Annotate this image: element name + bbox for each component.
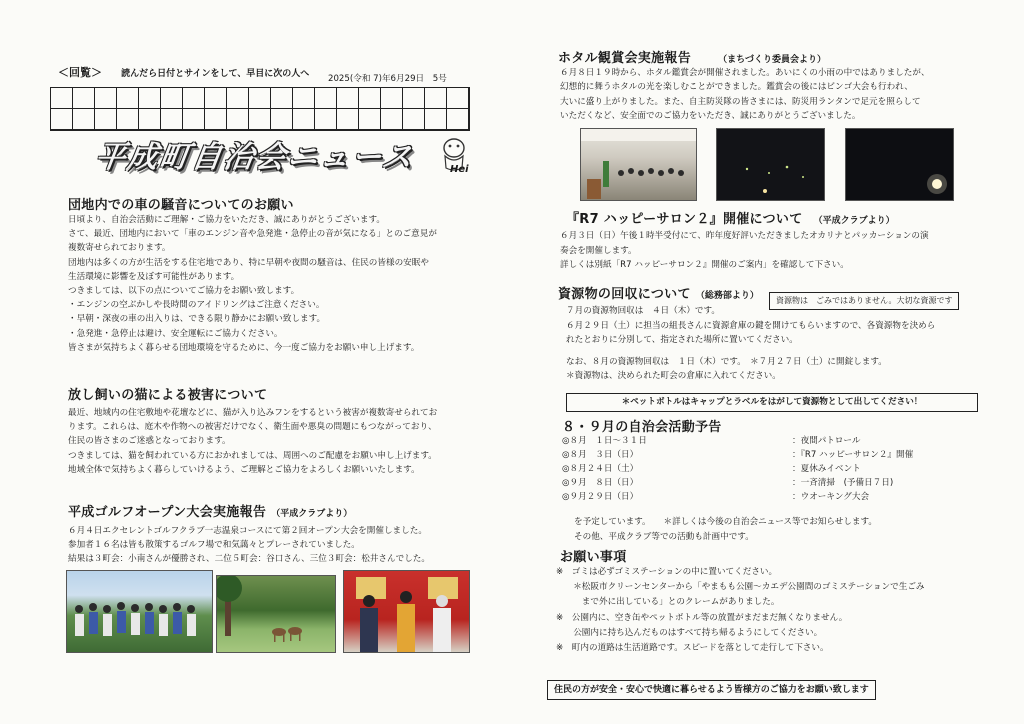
signature-cell[interactable] [161, 109, 183, 130]
recycle-body [566, 304, 935, 384]
bottle-notice: ＊ペットボトルはキャップとラベルをはがして資源物として出してください！ [566, 393, 978, 412]
firefly-night-photo-1 [716, 128, 825, 201]
signature-cell[interactable] [73, 88, 95, 109]
request-line: ※ ゴミは必ずゴミステーションの中に置いてください。 [556, 567, 778, 577]
signature-cell[interactable] [161, 88, 183, 109]
noise-body [68, 213, 437, 355]
salon-source: （平成クラブより） [813, 216, 895, 226]
noise-line: つきましては、以下の点についてご協力をお願い致します。 [68, 286, 300, 297]
schedule-date: ◎８月 ３日（日） [562, 450, 639, 460]
audience-icon [581, 129, 696, 200]
request-line: ＊松阪市クリーンセンターから「やまもも公園～カエデ公園間のゴミステーションで生ごみ [556, 582, 925, 593]
requests-body [556, 565, 925, 656]
noise-line: さて、最近、団地内において「車のエンジン音や急発進・急停止の音が気になる」とのご意見が [68, 229, 437, 240]
signature-cell[interactable] [139, 88, 161, 109]
firefly-body [560, 66, 930, 124]
cats-line: 地域全体で気持ちよく暮らしていけるよう、ご理解とご協力をよろしくお願いいたします。 [68, 464, 420, 475]
signature-cell[interactable] [293, 109, 315, 130]
schedule-other: その他、平成クラブ等での活動も計画中です。 [574, 532, 754, 542]
recycle-line: ＊資源物は、決められた町会の倉庫に入れてください。 [566, 371, 781, 382]
salon-heading-row [566, 208, 895, 227]
firefly-night-photo-2 [845, 128, 954, 201]
noise-line: ・早朝・深夜の車の出入りは、できる限り静かにお願い致します。 [68, 314, 326, 325]
circulation-label: ＜回覧＞ [58, 66, 102, 79]
signature-cell[interactable] [249, 88, 271, 109]
firefly-heading-row [558, 47, 826, 66]
mascot-logo [436, 134, 476, 180]
signature-cell[interactable] [227, 88, 249, 109]
signature-cell[interactable] [447, 109, 469, 130]
firefly-line: いただくなど、安全面でのご協力をいただき、誠にありがとうございました。 [560, 111, 861, 122]
signature-cell[interactable] [293, 88, 315, 109]
salon-line: 詳しくは別紙「R7 ハッピーサロン２』開催のご案内」を確認して下さい。 [560, 260, 849, 271]
signature-cell[interactable] [183, 88, 205, 109]
award-photo [343, 570, 470, 653]
recycle-source: （総務部より） [695, 291, 759, 301]
golf-line: ６月４日エクセレントゴルフクラブ一志温泉コースにて第２回オープン大会を開催しました。 [68, 526, 427, 536]
schedule-heading: ８・９月の自治会活動予告 [562, 420, 722, 435]
firefly-line: ６月８日１９時から、ホタル鑑賞会が開催されました。あいにくの小雨の中ではありましたが、 [560, 68, 930, 78]
noise-line: 複数寄せられております。 [68, 243, 171, 254]
signature-cell[interactable] [425, 88, 447, 109]
noise-line: ・急発進・急停止は避け、安全運転にご協力ください。 [68, 328, 283, 339]
noise-line: ・エンジンの空ぶかしや長時間のアイドリングはご注意ください。 [68, 300, 325, 311]
firefly-lights-icon [717, 129, 824, 200]
signature-cell[interactable] [403, 88, 425, 109]
schedule-item [562, 490, 942, 504]
salon-heading: 『R7 ハッピーサロン２』開催について [566, 212, 803, 227]
schedule-date: ◎８月 １日～３１日 [562, 436, 647, 446]
firefly-heading: ホタル観賞会実施報告 [558, 51, 692, 66]
recycle-note: 資源物は ごみではありません。大切な資源です [769, 292, 959, 310]
footer-message: 住民の方が安全・安心で快適に暮らせるよう皆様方のご協力をお願い致します [547, 680, 876, 700]
schedule-date: ◎９月２９日（日） [562, 492, 639, 502]
schedule-item [562, 462, 942, 476]
signature-cell[interactable] [315, 109, 337, 130]
cats-line: つきましては、猫を飼われている方におかれましては、周囲へのご配慮をお願い申し上げます。 [68, 450, 437, 461]
signature-cell[interactable] [337, 88, 359, 109]
firefly-source: （まちづくり委員会より） [718, 55, 827, 65]
signature-cell[interactable] [183, 109, 205, 130]
signature-cell[interactable] [117, 88, 139, 109]
deer-icon [217, 576, 335, 652]
schedule-event: ：夜間パトロール [792, 436, 861, 446]
golfers-icon [67, 571, 212, 652]
salon-line: 奏会を開催します。 [560, 245, 637, 256]
signature-cell[interactable] [117, 109, 139, 130]
cats-line: 最近、地域内の住宅敷地や花壇などに、猫が入り込みフンをするという被害が複数寄せられてお [68, 408, 438, 418]
signature-cell[interactable] [95, 88, 117, 109]
request-line: ※ 公園内に、空き缶やペットボトル等の放置がまだまだ無くなりません。 [556, 612, 848, 623]
golf-line: 結果は３町会：小南さんが優勝され、二位５町会：谷口さん、三位３町会：松井さんでした。 [68, 554, 430, 565]
lantern-icon [846, 129, 953, 200]
signature-cell[interactable] [403, 109, 425, 130]
signature-cell[interactable] [337, 109, 359, 130]
golf-heading: 平成ゴルフオープン大会実施報告 [68, 505, 267, 520]
request-line: 公園内に持ち込んだものはすべて持ち帰るようにしてください。 [556, 627, 823, 638]
signature-cell[interactable] [95, 109, 117, 130]
signature-cell[interactable] [249, 109, 271, 130]
signature-cell[interactable] [205, 109, 227, 130]
noise-line: 日頃より、自治会活動にご理解・ご協力をいただき、誠にありがとうございます。 [68, 215, 385, 225]
signature-cell[interactable] [359, 88, 381, 109]
signature-grid[interactable] [50, 87, 470, 131]
cats-heading: 放し飼いの猫による被害について [68, 388, 268, 403]
signature-cell[interactable] [73, 109, 95, 130]
schedule-date: ◎８月２４日（土） [562, 464, 639, 474]
winners-icon [344, 571, 469, 652]
signature-cell[interactable] [381, 88, 403, 109]
schedule-item [562, 476, 942, 490]
signature-cell[interactable] [51, 109, 73, 130]
golf-source: （平成クラブより） [271, 509, 353, 519]
circulation-instruction: 読んだら日付とサインをして、早目に次の人へ [121, 69, 310, 79]
recycle-line: ７月の資源物回収は ４日（木）です。 [566, 306, 721, 316]
noise-line: 生活環境に影響を及ぼす可能性があります。 [68, 271, 240, 282]
signature-cell[interactable] [205, 88, 227, 109]
deer-photo [216, 575, 336, 653]
signature-cell[interactable] [227, 109, 249, 130]
schedule-event: ：ウオーキング大会 [792, 492, 870, 502]
recycle-heading-row [558, 283, 759, 302]
bingo-hall-photo [580, 128, 697, 201]
signature-cell[interactable] [315, 88, 337, 109]
schedule-event: ：『R7 ハッピーサロン２』開催 [792, 450, 914, 460]
firefly-line: 幻想的に舞うホタルの光を楽しむことができました。鑑賞会の後にはビンゴ大会も行われ、 [560, 82, 913, 93]
schedule-item [562, 448, 942, 462]
noise-line: 団地内は多くの方が生活をする住宅地であり、特に早朝や夜間の騒音は、住民の皆様の安眠や [68, 257, 429, 268]
salon-line: ６月３日（日）午後１時半受付にて、昨年度好評いただきましたオカリナとパッカーションの演 [560, 231, 929, 241]
salon-body [560, 229, 929, 273]
schedule-event: ：一斉清掃 (予備日７日) [792, 478, 894, 488]
recycle-heading: 資源物の回収について [558, 287, 691, 302]
noise-line: 皆さまが気持ちよく暮らせる団地環境を守るために、今一度ご協力をお願い申し上げます。 [68, 342, 420, 353]
golf-heading-row [68, 501, 352, 520]
golf-line: 参加者１６名は皆も散策するゴルフ場で和気藹々とプレーされていました。 [68, 540, 360, 551]
mascot-text: Hei [450, 164, 469, 175]
noise-heading: 団地内での車の騒音についてのお願い [68, 198, 294, 213]
request-line: ※ 町内の道路は生活道路です。スピードを落として走行して下さい。 [556, 643, 829, 654]
circulation-header [58, 61, 309, 80]
signature-cell[interactable] [51, 88, 73, 109]
golf-body [68, 524, 430, 567]
signature-cell[interactable] [381, 109, 403, 130]
cats-line: ります。これらは、庭木や作物への被害だけでなく、衛生面や悪臭の問題にもつながっており、 [68, 422, 437, 433]
schedule-item [562, 434, 942, 448]
signature-cell[interactable] [271, 88, 293, 109]
recycle-line: れたとおりに分別して、指定された場所に置いてください。 [566, 335, 798, 346]
recycle-line: なお、８月の資源物回収は １日（木）です。 ＊７月２７日（土）に開錠します。 [566, 356, 887, 367]
issue-date: 2025(令和 7)年6月29日 5号 [328, 74, 447, 84]
schedule-list [562, 434, 942, 504]
cats-body [68, 406, 437, 477]
recycle-line: ６月２９日（土）に担当の組長さんに資源倉庫の鍵を開けてもらいますので、各資源物を決めら [566, 320, 936, 331]
signature-cell[interactable] [425, 109, 447, 130]
signature-cell[interactable] [139, 109, 161, 130]
schedule-event: ：夏休みイベント [792, 464, 861, 474]
requests-heading: お願い事項 [560, 550, 627, 565]
signature-cell[interactable] [359, 109, 381, 130]
newsletter-title: 平成町自治会ニュース [93, 140, 417, 175]
signature-cell[interactable] [271, 109, 293, 130]
request-line: まで外に出している」とのクレームがありました。 [556, 597, 780, 608]
cats-line: 住民の皆さまのご迷惑となっております。 [68, 436, 231, 447]
firefly-line: 大いに盛り上がりました。また、自主防災隊の皆さまには、防災用ランタンで足元を照らして [560, 96, 921, 107]
golf-group-photo [66, 570, 213, 653]
schedule-date: ◎９月 ８日（日） [562, 478, 639, 488]
signature-cell[interactable] [447, 88, 469, 109]
schedule-after: を予定しています。 ＊詳しくは今後の自治会ニュース等でお知らせします。 [574, 517, 878, 527]
